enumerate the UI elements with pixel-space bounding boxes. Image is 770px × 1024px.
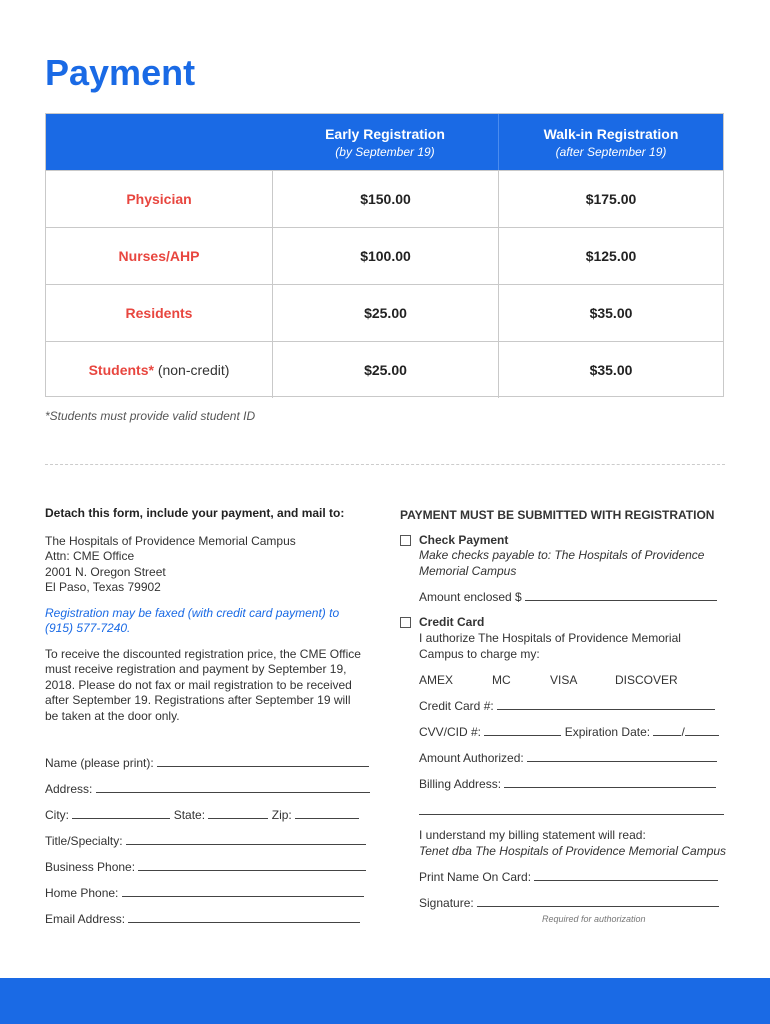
pricing-table: [45, 113, 724, 397]
expiration-month-line[interactable]: [653, 725, 681, 736]
deadline-note: To receive the discounted registration price, the CME Office must receive registration and payment by September 19, 2018. Please do not fax or mail registration to be received after September 19. Registrations after September 19 will be taken at the door only.: [45, 646, 361, 723]
fax-note: Registration may be faxed (with credit card payment) to (915) 577-7240.: [45, 605, 340, 635]
table-row: [46, 284, 723, 341]
state-label: State:: [173, 808, 206, 822]
address-line[interactable]: [96, 782, 370, 793]
expiration-label: Expiration Date:: [564, 725, 651, 739]
header-walkin-title: Walk-in Registration: [543, 126, 679, 142]
email-label: Email Address:: [45, 912, 126, 926]
zip-label: Zip:: [271, 808, 292, 822]
amount-enclosed-field[interactable]: [419, 590, 717, 604]
signature-field[interactable]: [419, 896, 719, 910]
address-line: El Paso, Texas 79902: [45, 580, 161, 594]
walkin-price: $175.00: [585, 191, 637, 207]
address-line: 2001 N. Oregon Street: [45, 564, 166, 579]
header-early-cell: [272, 114, 498, 171]
mail-heading: Detach this form, include your payment, and mail to:: [45, 506, 345, 520]
signature-line[interactable]: [477, 896, 719, 907]
credit-card-label: Credit Card: [419, 615, 485, 629]
amount-enclosed-label: Amount enclosed $: [419, 590, 522, 604]
statement-label: I understand my billing statement will read:: [419, 828, 646, 842]
amount-enclosed-line[interactable]: [525, 590, 717, 601]
home-phone-line[interactable]: [122, 886, 364, 897]
card-number-label: Credit Card #:: [419, 699, 494, 713]
table-row: [46, 341, 723, 398]
card-number-line[interactable]: [497, 699, 715, 710]
student-footnote: *Students must provide valid student ID: [45, 409, 256, 423]
billing-address-field[interactable]: [419, 777, 716, 791]
business-phone-line[interactable]: [138, 860, 366, 871]
check-payment-note: Make checks payable to: The Hospitals of Providence Memorial Campus: [419, 548, 705, 578]
billing-address-label: Billing Address:: [419, 777, 502, 791]
email-field[interactable]: [45, 912, 360, 926]
mail-address: [45, 534, 375, 596]
billing-address-line[interactable]: [504, 777, 716, 788]
amount-authorized-field[interactable]: [419, 751, 717, 765]
signature-label: Signature:: [419, 896, 474, 910]
credit-card-checkbox[interactable]: [400, 617, 411, 628]
early-price: $25.00: [364, 362, 407, 378]
table-row: [46, 227, 723, 284]
email-line[interactable]: [128, 912, 360, 923]
expiration-separator: /: [681, 725, 685, 739]
table-row: [46, 170, 723, 227]
name-line[interactable]: [157, 756, 369, 767]
print-name-field[interactable]: [419, 870, 718, 884]
row-category-note: (non-credit): [153, 362, 230, 378]
card-type-amex[interactable]: AMEX: [419, 673, 454, 687]
business-phone-field[interactable]: [45, 860, 366, 874]
amount-authorized-line[interactable]: [527, 751, 717, 762]
address-field[interactable]: [45, 782, 370, 796]
home-phone-label: Home Phone:: [45, 886, 119, 900]
payment-heading: PAYMENT MUST BE SUBMITTED WITH REGISTRATION: [400, 508, 715, 522]
row-category: Residents: [125, 305, 193, 321]
address-line: Attn: CME Office: [45, 549, 135, 563]
home-phone-field[interactable]: [45, 886, 364, 900]
title-line[interactable]: [126, 834, 366, 845]
header-walkin-cell: [498, 114, 723, 171]
city-line[interactable]: [72, 808, 170, 819]
cvv-expiration-field[interactable]: [419, 725, 719, 739]
check-payment-label: Check Payment: [419, 533, 509, 547]
title-label: Title/Specialty:: [45, 834, 123, 848]
address-line: The Hospitals of Providence Memorial Campus: [45, 533, 296, 548]
billing-address-line-2[interactable]: [419, 814, 724, 815]
cvv-label: CVV/CID #:: [419, 725, 482, 739]
mail-instructions: [45, 506, 375, 724]
walkin-price: $125.00: [585, 248, 637, 264]
walkin-price: $35.00: [589, 362, 633, 378]
header-early-subtitle: (by September 19): [335, 145, 435, 159]
credit-card-note: I authorize The Hospitals of Providence Memorial Campus to charge my:: [419, 631, 681, 661]
city-state-zip-field[interactable]: [45, 808, 359, 822]
amount-authorized-label: Amount Authorized:: [419, 751, 524, 765]
header-early-title: Early Registration: [325, 126, 445, 142]
statement-value: Tenet dba The Hospitals of Providence Memorial Campus: [419, 844, 727, 858]
state-line[interactable]: [208, 808, 268, 819]
header-empty-cell: [46, 114, 272, 171]
footer-bar: [0, 978, 770, 1024]
check-payment-checkbox[interactable]: [400, 535, 411, 546]
business-phone-label: Business Phone:: [45, 860, 136, 874]
row-category: Nurses/AHP: [118, 248, 200, 264]
address-label: Address:: [45, 782, 93, 796]
signature-required-note: Required for authorization: [542, 914, 646, 924]
detach-divider: [45, 464, 725, 465]
print-name-label: Print Name On Card:: [419, 870, 532, 884]
early-price: $100.00: [360, 248, 411, 264]
card-type-discover[interactable]: DISCOVER: [615, 673, 678, 687]
early-price: $150.00: [360, 191, 411, 207]
card-type-visa[interactable]: VISA: [550, 673, 578, 687]
title-specialty-field[interactable]: [45, 834, 366, 848]
row-category: Students*: [88, 362, 154, 378]
expiration-year-line[interactable]: [685, 725, 719, 736]
walkin-price: $35.00: [589, 305, 633, 321]
header-walkin-subtitle: (after September 19): [555, 145, 667, 159]
page-title: Payment: [45, 52, 196, 93]
name-field[interactable]: [45, 756, 369, 770]
card-type-mc[interactable]: MC: [492, 673, 511, 687]
name-label: Name (please print):: [45, 756, 154, 770]
row-category: Physician: [126, 191, 192, 207]
early-price: $25.00: [364, 305, 407, 321]
zip-line[interactable]: [295, 808, 359, 819]
table-header-row: [46, 114, 723, 171]
city-label: City:: [45, 808, 69, 822]
cvv-line[interactable]: [484, 725, 561, 736]
card-number-field[interactable]: [419, 699, 715, 713]
print-name-line[interactable]: [534, 870, 718, 881]
